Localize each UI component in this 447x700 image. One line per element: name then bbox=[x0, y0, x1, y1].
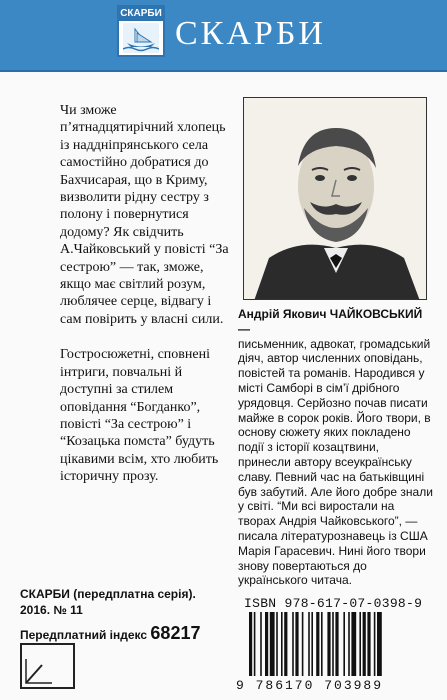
author-bio bbox=[238, 307, 433, 588]
barcode bbox=[243, 612, 429, 680]
skarby-logo bbox=[117, 5, 165, 57]
brand-title: СКАРБИ bbox=[175, 15, 326, 52]
author-dash: — bbox=[238, 321, 250, 336]
annotation-paragraph-2: Гостросюжетні, сповнені інтриги, повчальні й доступні за стилем оповідання “Богданко”, повісті “За сестрою” і “Козацька помста” будуть цікавими всім, хто любить історичну прозу. bbox=[60, 347, 219, 485]
logo-label: СКАРБИ bbox=[120, 8, 162, 19]
annotation-text bbox=[60, 102, 232, 486]
author-name-prefix: Андрій Якович bbox=[238, 307, 327, 321]
author-name bbox=[238, 307, 422, 336]
subscription-index: 68217 bbox=[150, 623, 201, 643]
portrait-illustration bbox=[244, 98, 427, 300]
subscription-index-label: Передплатний індекс bbox=[20, 628, 148, 642]
author-portrait bbox=[243, 97, 427, 300]
author-bio-text: письменник, адвокат, громадський діяч, автор численних оповідань, повістей та романів. Народився у місті Самборі в сім’ї дрібного урядовця. Серйозно почав писати майже в сорок років. Його твори, в основу сюжету яких покладено події з історії козацтвини, принесли автору всеукраїнську славу. Певний час на батьківщині був забутий. Але його добре знали у світі. “Ми всі виростали на творах Андрія Чайковського”, — писала літературознавець із США Марія Гарасевич. Нині його твори знову повертаються до українського читача. bbox=[238, 336, 433, 588]
barcode-number: 9 786170 703989 bbox=[236, 678, 384, 693]
corner-mark-lines bbox=[22, 645, 73, 687]
series-info bbox=[20, 586, 200, 643]
header-bar bbox=[0, 0, 447, 72]
subscription-index-line bbox=[20, 625, 200, 643]
isbn-label: ISBN 978-617-07-0398-9 bbox=[244, 596, 423, 611]
annotation-paragraph-1: Чи зможе п’ятнадцятирічний хлопець із наддніпрянського села самостійно добратися до Бахчисарая, що в Криму, визволити рідну сестру з полону і повернутися додому? Як свідчить А.Чайковський у повісті “За сестрою” — так, зможе, якщо має світлий розум, люблячее серце, відвагу і сам повірить у власні сили. bbox=[60, 103, 229, 327]
ship-icon bbox=[123, 23, 159, 53]
series-line-1: СКАРБИ (передплатна серія). bbox=[20, 587, 196, 601]
corner-mark bbox=[20, 643, 75, 689]
series-line-2: 2016. № 11 bbox=[20, 603, 83, 617]
author-surname: ЧАЙКОВСЬКИЙ bbox=[329, 307, 423, 321]
